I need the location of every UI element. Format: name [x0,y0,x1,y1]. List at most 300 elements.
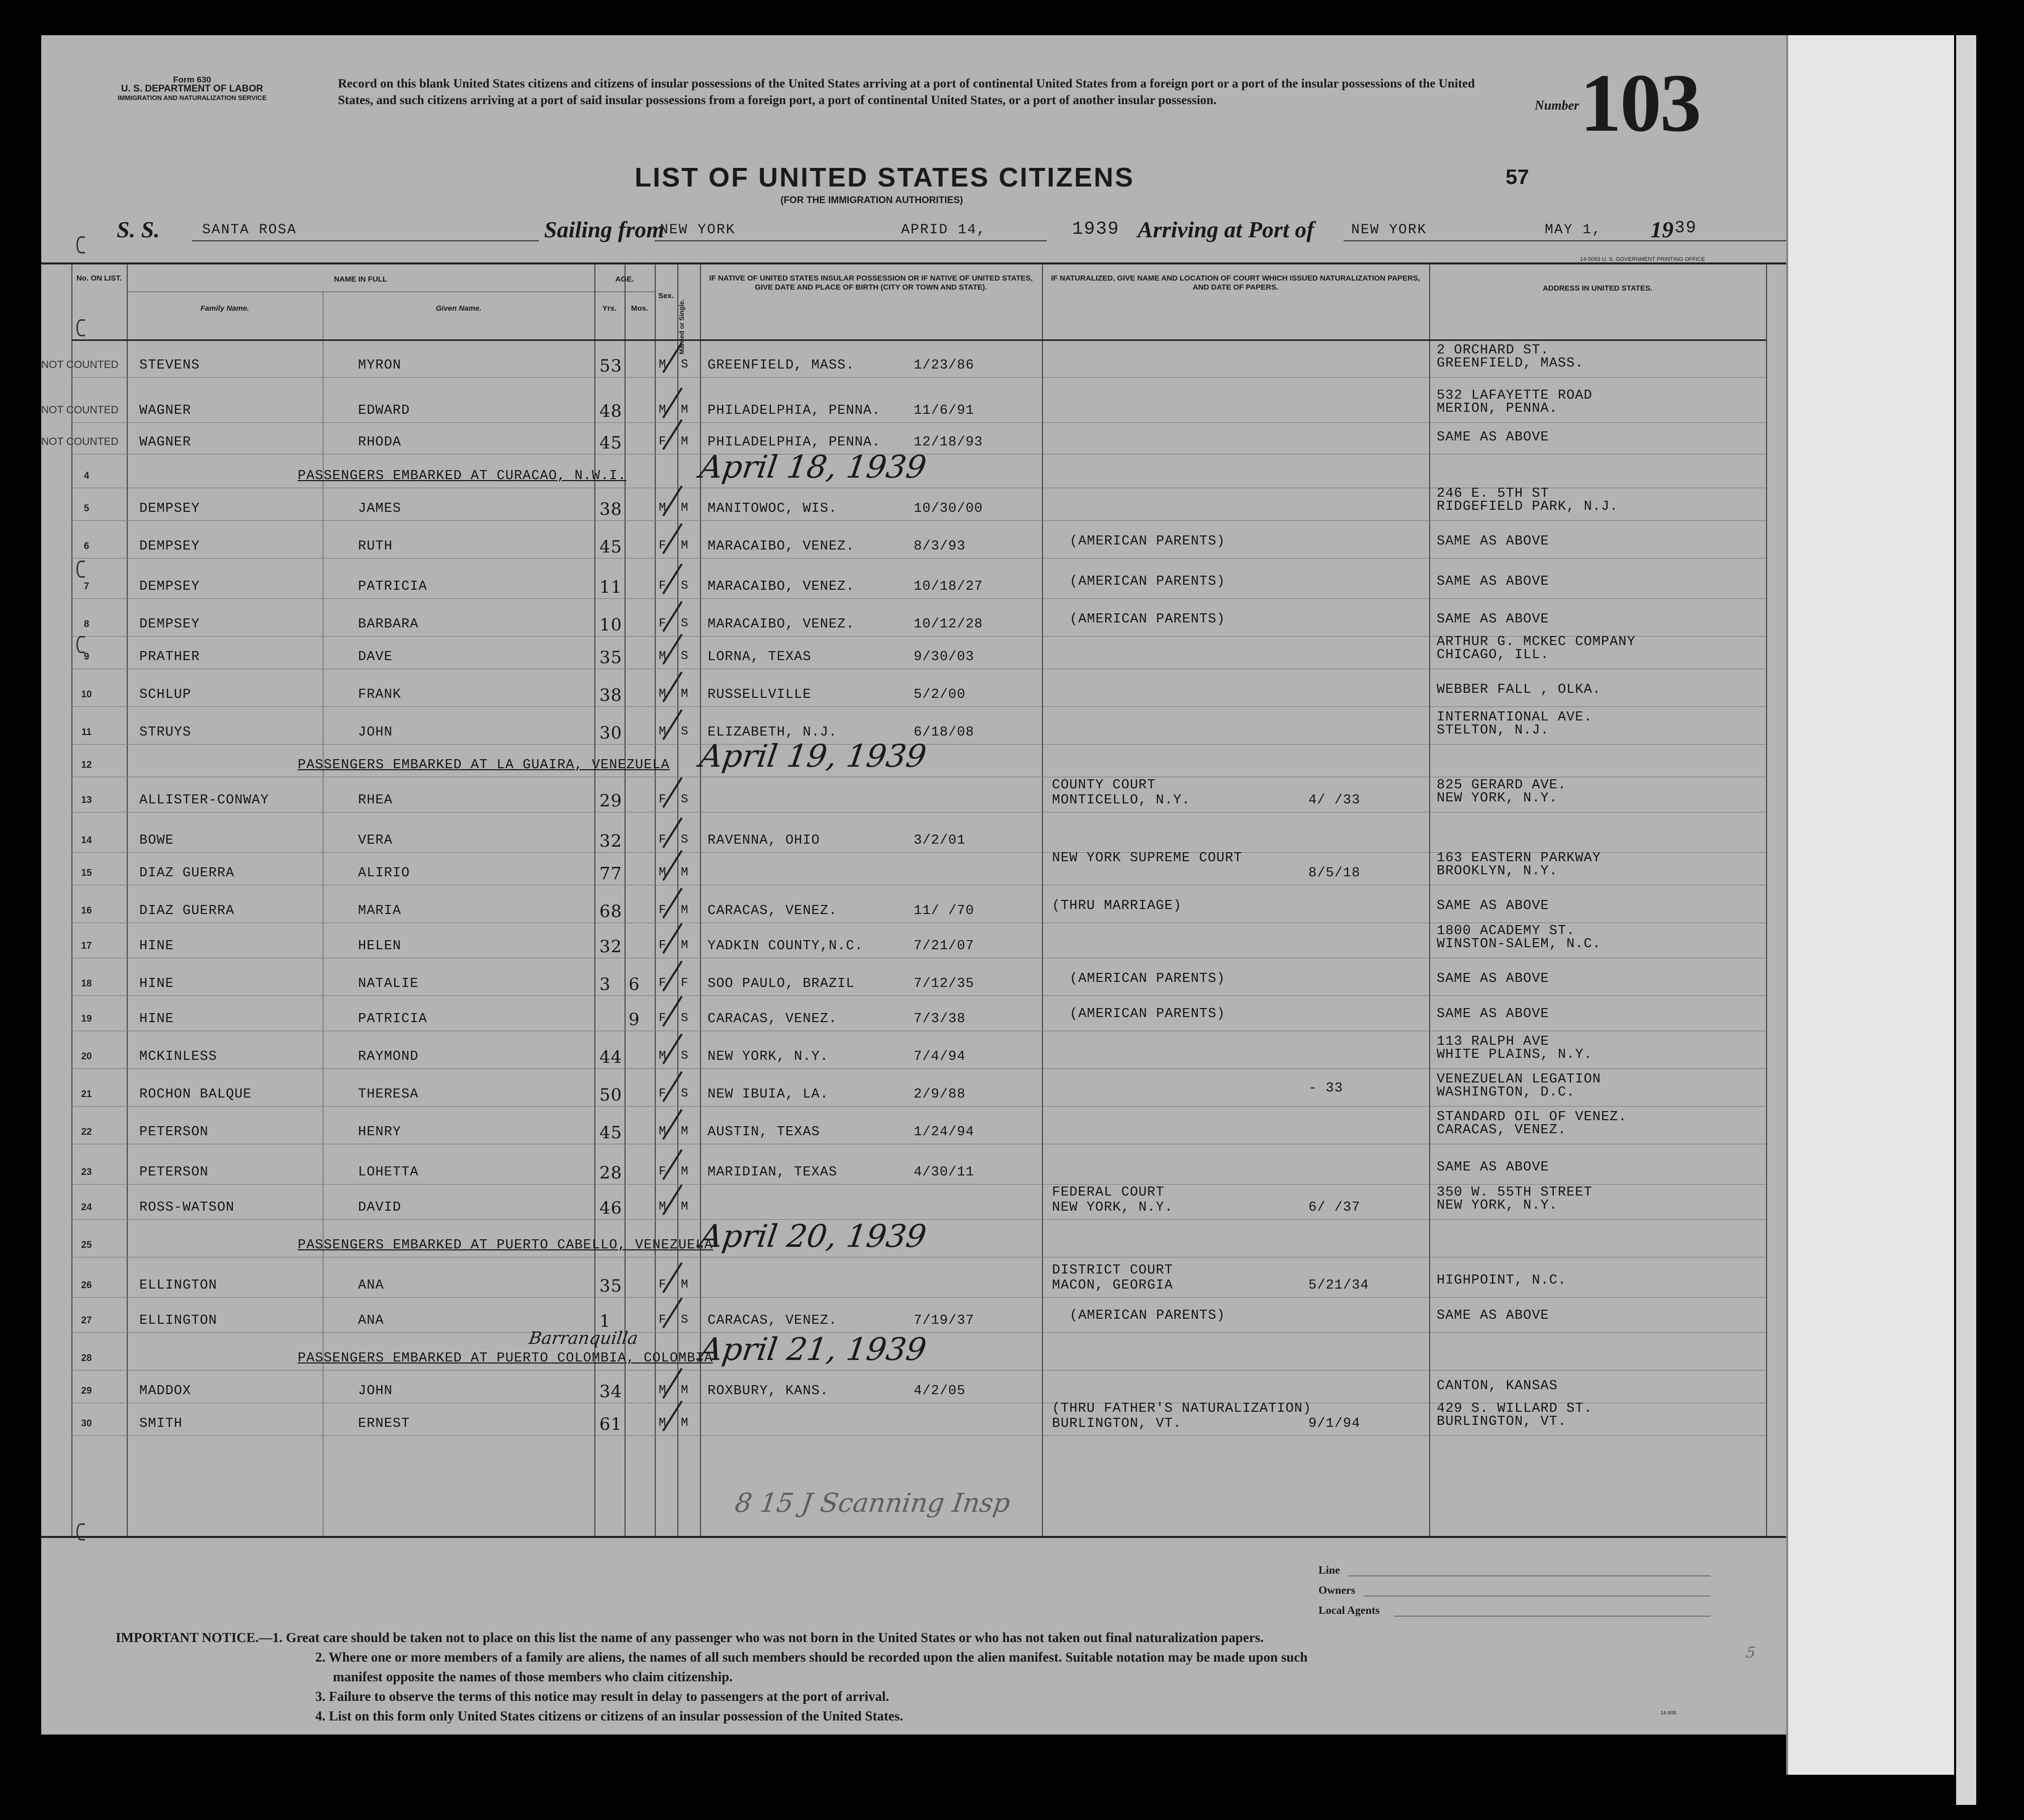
birth-date: 8/3/93 [914,539,966,554]
sailing-date: APRID 14, [901,222,987,238]
notice-item-2: 2. Where one or more members of a family are aliens, the names of all such members should be recorded upon the alien manifest. Suitable notation may be made upon such [315,1650,1308,1665]
age-years: 38 [599,685,623,705]
age-years: 35 [599,1276,623,1296]
birth-date: 4/30/11 [914,1165,975,1180]
binder-hole [76,561,85,578]
row-number: 8 [83,619,90,629]
row-number: 27 [81,1315,92,1326]
address-line-1: STANDARD OIL OF VENEZ. [1437,1110,1627,1125]
col-no: No. ON LIST. [76,274,122,283]
given-name: HELEN [358,939,402,954]
naturalization-date: 8/5/18 [1308,866,1361,881]
address-line-2: BROOKLYN, N.Y. [1437,864,1558,879]
ship-name: SANTA ROSA [202,222,297,238]
court-name: (THRU MARRIAGE) [1052,898,1182,914]
family-name: HINE [139,976,174,991]
row-number: 11 [81,727,92,738]
family-name: ELLINGTON [139,1313,217,1328]
family-name: DEMPSEY [139,617,200,632]
given-name: RAYMOND [358,1049,419,1064]
notice-item-2-cont: manifest opposite the names of those members who claim citizenship. [333,1669,733,1684]
row-rule [71,1068,1766,1069]
address-line-1: SAME AS ABOVE [1437,574,1549,589]
row-number: 13 [81,795,92,805]
marital-status: S [681,617,689,630]
row-rule [71,1370,1766,1371]
service-name: IMMIGRATION AND NATURALIZATION SERVICE [117,94,267,102]
address-line-2: STELTON, N.J. [1437,723,1549,738]
address-line-1: 163 EASTERN PARKWAY [1437,851,1601,866]
marital-status: M [681,1416,689,1430]
court-name: FEDERAL COURT [1052,1185,1165,1200]
sex: F [659,903,667,917]
binder-hole [76,636,85,653]
birth-date: 10/12/28 [914,617,983,632]
age-years: 28 [599,1163,623,1183]
age-years: 35 [599,648,623,668]
birth-place: NEW YORK, N.Y. [708,1049,829,1064]
naturalization-date: - 33 [1308,1081,1343,1096]
age-years: 48 [599,401,623,421]
underlying-page-edge [1956,35,1976,1805]
row-number: 30 [81,1418,92,1429]
given-name: HENRY [358,1125,402,1140]
birth-place: GREENFIELD, MASS. [708,358,855,373]
given-name: RHODA [358,435,402,450]
sex: M [659,501,667,515]
court-location: MACON, GEORGIA [1052,1278,1173,1293]
marital-status: M [681,939,689,952]
court-location: MONTICELLO, N.Y. [1052,793,1191,808]
sex: F [659,579,667,593]
address-line-2: NEW YORK, N.Y. [1437,791,1558,806]
sex: M [659,1416,667,1430]
age-months: 9 [629,1010,640,1030]
notice-item-4: 4. List on this form only United States citizens or citizens of an insular possession of the United States. [315,1708,904,1723]
marital-status: S [681,358,689,372]
inspector-signature: 8 15 J Scanning Insp [733,1488,1012,1518]
address-line-2: CARACAS, VENEZ. [1437,1123,1567,1138]
table-bottom-rule [41,1536,1786,1538]
address-line-1: SAME AS ABOVE [1437,971,1549,986]
marital-status: S [681,793,689,806]
footer-owners-label: Owners [1318,1584,1356,1596]
given-name: ERNEST [358,1416,410,1431]
family-name: DIAZ GUERRA [139,903,235,919]
address-line-1: 825 GERARD AVE. [1437,778,1567,793]
marital-status: M [681,403,689,417]
row-number: 24 [81,1202,92,1213]
naturalization-date: 9/1/94 [1308,1416,1361,1431]
notice-item-3: 3. Failure to observe the terms of this notice may result in delay to passengers at the port of arrival. [315,1689,890,1704]
address-line-1: SAME AS ABOVE [1437,1007,1549,1022]
family-name: HINE [139,939,174,954]
row-number: 28 [81,1353,92,1363]
col-birth: IF NATIVE OF UNITED STATES INSULAR POSSESSION OR IF NATIVE OF UNITED STATES, GIVE DATE AND PLACE OF BIRTH (CITY OR TOWN AND STATE). [709,274,1033,292]
address-line-2: MERION, PENNA. [1437,401,1558,416]
birth-date: 5/2/00 [914,687,966,702]
family-name: DEMPSEY [139,539,200,554]
row-rule [71,1297,1766,1298]
family-name: BOWE [139,833,174,848]
row-number: 23 [81,1167,92,1177]
row-number: 18 [81,978,92,989]
marital-status: S [681,725,689,739]
row-rule [71,422,1766,423]
age-years: 46 [599,1198,623,1218]
arriving-date: MAY 1, [1545,222,1602,238]
birth-place: PHILADELPHIA, PENNA. [708,403,881,418]
family-name: ROSS-WATSON [139,1200,235,1215]
notice-item-1 [116,1628,1264,1648]
address-line-1: 246 E. 5TH ST [1437,486,1549,501]
birth-place: LORNA, TEXAS [708,650,812,665]
address-line-1: SAME AS ABOVE [1437,898,1549,914]
address-line-1: 113 RALPH AVE [1437,1034,1549,1049]
marital-status: S [681,579,689,593]
family-name: ALLISTER-CONWAY [139,793,270,808]
court-location: NEW YORK, N.Y. [1052,1200,1173,1215]
court-name: (AMERICAN PARENTS) [1070,534,1225,549]
address-line-1: 429 S. WILLARD ST. [1437,1401,1593,1416]
birth-date: 7/4/94 [914,1049,966,1064]
sex: F [659,793,667,806]
birth-place: YADKIN COUNTY,N.C. [708,939,863,954]
marital-status: S [681,1313,689,1327]
address-line-2: CHICAGO, ILL. [1437,648,1549,663]
section-handwritten-note: Barranquilla [527,1328,640,1348]
department-name: U. S. DEPARTMENT OF LABOR [121,83,263,94]
sex: F [659,939,667,952]
age-years: 44 [599,1047,623,1067]
given-name: VERA [358,833,393,848]
family-name: HINE [139,1012,174,1027]
given-name: ANA [358,1313,384,1328]
given-name: RUTH [358,539,393,554]
marital-status: S [681,833,689,847]
age-years: 32 [599,831,623,851]
row-number: 26 [81,1280,92,1291]
age-years: 34 [599,1382,623,1402]
row-rule [71,1106,1766,1107]
printing-office: 14-5093 U. S. GOVERNMENT PRINTING OFFICE [1580,256,1705,262]
address-line-2: WHITE PLAINS, N.Y. [1437,1047,1593,1062]
given-name: DAVE [358,650,393,665]
birth-place: MARACAIBO, VENEZ. [708,539,855,554]
address-line-1: 2 ORCHARD ST. [1437,343,1549,358]
marital-status: M [681,501,689,515]
age-months: 6 [629,974,640,994]
sex: F [659,1087,667,1101]
sex: F [659,1012,667,1025]
family-name: WAGNER [139,403,192,418]
given-name: FRANK [358,687,402,702]
row-number: 5 [83,503,90,514]
section-date-handwritten: April 21, 1939 [697,1331,929,1368]
birth-date: 11/ /70 [914,903,975,919]
marital-status: S [681,1012,689,1025]
col-name-in-full: NAME IN FULL [334,275,387,284]
birth-date: 4/2/05 [914,1384,966,1399]
birth-date: 1/23/86 [914,358,975,373]
given-name: BARBARA [358,617,419,632]
arriving-port: NEW YORK [1351,222,1427,238]
sex: F [659,1278,667,1292]
given-name: EDWARD [358,403,410,418]
marital-status: M [681,435,689,448]
given-name: RHEA [358,793,393,808]
court-name: (AMERICAN PARENTS) [1070,1308,1225,1323]
sex: M [659,866,667,879]
sex: M [659,725,667,739]
sex: M [659,687,667,701]
family-name: PRATHER [139,650,200,665]
address-line-2: BURLINGTON, VT. [1437,1414,1567,1429]
ss-label: S. S. [117,217,160,242]
birth-date: 12/18/93 [914,435,983,450]
birth-date: 3/2/01 [914,833,966,848]
marital-status: M [681,1125,689,1138]
row-status-note: NOT COUNTED [41,404,119,416]
col-yrs: Yrs. [602,304,617,313]
marital-status: M [681,687,689,701]
age-years: 38 [599,499,623,519]
age-years: 29 [599,791,623,811]
sex: F [659,1313,667,1327]
court-location: BURLINGTON, VT. [1052,1416,1182,1431]
family-name: DIAZ GUERRA [139,866,235,881]
birth-date: 6/18/08 [914,725,975,740]
given-name: NATALIE [358,976,419,991]
intro-text: Record on this blank United States citizens and citizens of insular possessions of the United States arriving at a port of continental United States from a foreign port or a port of the insular possessions of the United States, and such citizens arriving at a port of said insular possessions from a foreign port, a port of continental United States, or a port of another insular possession. [338,77,1475,107]
given-name: PATRICIA [358,579,427,594]
address-line-1: 532 LAFAYETTE ROAD [1437,388,1593,403]
col-given-name: Given Name. [435,304,482,313]
section-heading: PASSENGERS EMBARKED AT PUERTO CABELLO, VENEZUELA [298,1238,713,1253]
address-line-1: INTERNATIONAL AVE. [1437,710,1593,725]
family-name: MCKINLESS [139,1049,217,1064]
sex: F [659,1165,667,1178]
naturalization-date: 5/21/34 [1308,1278,1369,1293]
birth-date: 9/30/03 [914,650,975,665]
birth-place: CARACAS, VENEZ. [708,903,838,919]
passenger-table [41,264,1766,1536]
age-years: 50 [599,1085,623,1105]
row-rule [71,1435,1766,1436]
court-name: (AMERICAN PARENTS) [1070,612,1225,627]
binder-hole [76,319,85,336]
marital-status: S [681,1049,689,1063]
section-date-handwritten: April 20, 1939 [697,1218,929,1254]
marital-status: M [681,1278,689,1292]
col-family-name: Family Name. [200,304,249,313]
family-name: PETERSON [139,1165,209,1180]
binder-hole [76,236,85,253]
address-line-2: WINSTON-SALEM, N.C. [1437,937,1601,952]
address-line-2: WASHINGTON, D.C. [1437,1085,1575,1100]
age-years: 77 [599,864,623,884]
given-name: JAMES [358,501,402,516]
address-line-1: SAME AS ABOVE [1437,1308,1549,1323]
row-number: 21 [81,1089,92,1100]
address-line-2: RIDGEFIELD PARK, N.J. [1437,499,1619,514]
address-line-2: GREENFIELD, MASS. [1437,356,1584,371]
sex: M [659,1200,667,1214]
marital-status: M [681,903,689,917]
given-name: MYRON [358,358,402,373]
manifest-sheet [41,35,1786,1735]
sex: M [659,358,667,372]
court-name: NEW YORK SUPREME COURT [1052,851,1243,866]
col-naturalized: IF NATURALIZED, GIVE NAME AND LOCATION OF COURT WHICH ISSUED NATURALIZATION PAPERS, AND DATE OF PAPERS. [1051,274,1420,292]
age-years: 45 [599,537,623,557]
birth-place: ELIZABETH, N.J. [708,725,838,740]
family-name: WAGNER [139,435,192,450]
birth-place: MARACAIBO, VENEZ. [708,617,855,632]
age-years: 10 [599,615,623,635]
notice-1-text: —1. Great care should be taken not to place on this list the name of any passenger who was not born in the United States or who has not taken out final naturalization papers. [258,1630,1264,1645]
sex: M [659,1384,667,1397]
address-line-1: SAME AS ABOVE [1437,430,1549,445]
footer-agents-label: Local Agents [1318,1604,1380,1616]
birth-date: 7/12/35 [914,976,975,991]
address-line-1: SAME AS ABOVE [1437,534,1549,549]
given-name: DAVID [358,1200,402,1215]
row-rule [71,706,1766,707]
birth-date: 7/21/07 [914,939,975,954]
marital-status: M [681,1384,689,1397]
given-name: ANA [358,1278,384,1293]
birth-date: 1/24/94 [914,1125,975,1140]
row-rule [71,598,1766,599]
row-rule [71,1184,1766,1185]
underlying-page [1786,35,1954,1775]
court-name: (AMERICAN PARENTS) [1070,1007,1225,1022]
section-heading: PASSENGERS EMBARKED AT CURACAO, N.W.I. [298,469,627,484]
naturalization-date: 6/ /37 [1308,1200,1361,1215]
footer-line-label: Line [1318,1564,1340,1576]
row-number: 9 [83,652,90,662]
form-number: Form 630 [173,75,211,84]
address-line-2: NEW YORK, N.Y. [1437,1198,1558,1213]
sex: F [659,976,667,990]
birth-place: ROXBURY, KANS. [708,1384,829,1399]
birth-place: MARACAIBO, VENEZ. [708,579,855,594]
col-married-single: Married or Single. [678,299,685,354]
marital-status: M [681,1200,689,1214]
sex: F [659,617,667,630]
row-number: 15 [81,868,92,878]
court-name: (AMERICAN PARENTS) [1070,574,1225,589]
marital-status: M [681,539,689,553]
sex: F [659,539,667,553]
birth-place: CARACAS, VENEZ. [708,1012,838,1027]
address-line-1: VENEZUELAN LEGATION [1437,1072,1601,1087]
address-line-1: 1800 ACADEMY ST. [1437,924,1575,939]
sex: M [659,650,667,663]
row-number: 25 [81,1240,92,1250]
sex: M [659,1049,667,1063]
sex: F [659,833,667,847]
court-name: (THRU FATHER'S NATURALIZATION) [1052,1401,1312,1416]
birth-place: PHILADELPHIA, PENNA. [708,435,881,450]
birth-date: 7/3/38 [914,1012,966,1027]
marital-status: M [681,1165,689,1178]
section-heading: PASSENGERS EMBARKED AT PUERTO COLOMBIA, COLOMBIA [298,1351,713,1366]
row-status-note: NOT COUNTED [41,436,119,447]
given-name: THERESA [358,1087,419,1102]
given-name: JOHN [358,725,393,740]
sex: M [659,403,667,417]
family-name: SCHLUP [139,687,192,702]
row-number: 29 [81,1386,92,1396]
page-title: LIST OF UNITED STATES CITIZENS [635,162,1134,193]
row-rule [71,377,1766,378]
arriving-year: 39 [1675,219,1697,238]
row-number: 10 [81,689,92,700]
naturalization-date: 4/ /33 [1308,793,1361,808]
court-name: COUNTY COURT [1052,778,1156,793]
birth-place: AUSTIN, TEXAS [708,1125,820,1140]
binder-hole [76,1523,85,1540]
address-line-1: WEBBER FALL , OLKA. [1437,682,1601,697]
birth-date: 10/18/27 [914,579,983,594]
age-years: 45 [599,433,623,453]
birth-place: MARIDIAN, TEXAS [708,1165,838,1180]
sailing-from-label: Sailing from [544,217,665,242]
row-number: 12 [81,760,92,770]
row-number: 22 [81,1127,92,1137]
marital-status: M [681,866,689,879]
birth-place: RAVENNA, OHIO [708,833,820,848]
arriving-label: Arriving at Port of [1137,217,1314,242]
section-date-handwritten: April 18, 1939 [697,448,929,485]
form-code: 14-508 [1660,1710,1677,1716]
family-name: ROCHON BALQUE [139,1087,252,1102]
marital-status: F [681,976,689,990]
address-line-1: 350 W. 55TH STREET [1437,1185,1593,1200]
birth-place: CARACAS, VENEZ. [708,1313,838,1328]
arriving-year-prefix: 19 [1650,217,1674,242]
number-label: Number [1535,98,1579,113]
address-line-1: SAME AS ABOVE [1437,1160,1549,1175]
sex: M [659,1125,667,1138]
marital-status: S [681,1087,689,1101]
family-name: SMITH [139,1416,183,1431]
age-years: 32 [599,937,623,957]
row-number: 6 [83,541,90,552]
birth-place: MANITOWOC, WIS. [708,501,838,516]
age-years: 30 [599,723,623,743]
row-status-note: NOT COUNTED [41,359,119,371]
birth-place: RUSSELLVILLE [708,687,812,702]
address-line-1: SAME AS ABOVE [1437,612,1549,627]
family-name: MADDOX [139,1384,192,1399]
row-number: 4 [83,471,90,481]
family-name: DEMPSEY [139,579,200,594]
page-mark: 57 [1506,165,1529,189]
form-identifier [92,75,293,103]
row-number: 14 [81,835,92,846]
given-name: JOHN [358,1384,393,1399]
birth-date: 7/19/37 [914,1313,975,1328]
row-rule [71,558,1766,559]
margin-mark: 5 [1744,1644,1757,1662]
age-years: 68 [599,901,623,922]
sailing-from-port: NEW YORK [660,222,736,238]
address-line-1: HIGHPOINT, N.C. [1437,1273,1567,1288]
notice-title: IMPORTANT NOTICE. [116,1630,259,1645]
